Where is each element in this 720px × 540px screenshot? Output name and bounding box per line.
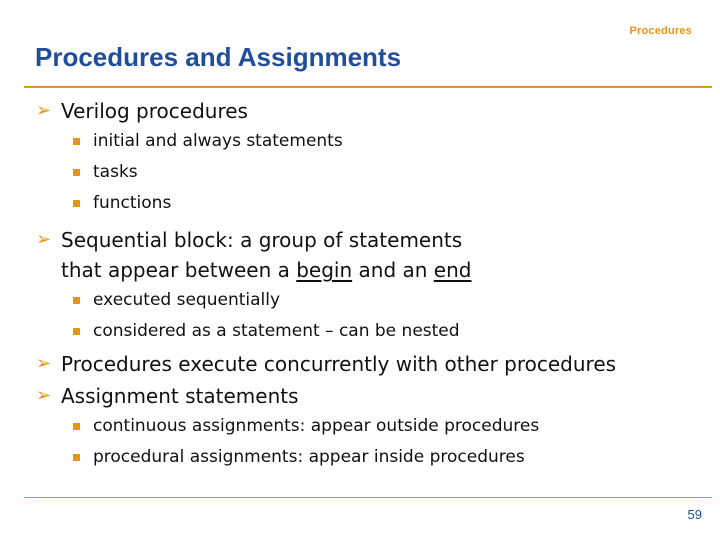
title-divider — [24, 86, 712, 88]
square-bullet-icon — [73, 169, 80, 176]
footer-divider — [24, 497, 712, 498]
keyword-begin: begin — [296, 258, 353, 282]
page-title: Procedures and Assignments — [35, 42, 402, 72]
bullet-text: Assignment statements — [61, 384, 299, 408]
bullet-text-line2-prefix: that appear between a — [61, 258, 297, 282]
arrow-bullet-icon: ➢ — [36, 353, 52, 374]
sub-bullet — [36, 316, 696, 347]
page-number: 59 — [687, 507, 702, 522]
arrow-bullet-icon: ➢ — [36, 100, 52, 121]
bullet-text-line1: Sequential block: a group of statements — [61, 228, 463, 252]
sub-bullet-text: executed sequentially — [93, 290, 281, 310]
sub-bullet — [36, 442, 696, 473]
bullet-text-line2-mid: and an — [352, 258, 434, 282]
sub-bullet-text: procedural assignments: appear inside procedures — [93, 447, 525, 467]
arrow-bullet-icon: ➢ — [36, 385, 52, 406]
square-bullet-icon — [73, 297, 80, 304]
slide-content — [36, 96, 696, 473]
square-bullet-icon — [73, 328, 80, 335]
arrow-bullet-icon: ➢ — [36, 229, 52, 250]
sub-bullet-text: considered as a statement – can be nested — [93, 321, 460, 341]
keyword-end: end — [433, 258, 472, 282]
sub-bullet — [36, 188, 696, 219]
sub-bullet-text: functions — [93, 193, 172, 213]
sub-bullet-text: continuous assignments: appear outside procedures — [93, 416, 540, 436]
bullet-verilog-procedures — [36, 96, 696, 126]
sub-bullet-text: tasks — [93, 162, 138, 182]
sub-bullet — [36, 126, 696, 157]
sub-bullet-text: initial and always statements — [93, 131, 343, 151]
square-bullet-icon — [73, 454, 80, 461]
header-section-tag: Procedures — [629, 25, 692, 37]
sub-bullet — [36, 157, 696, 188]
square-bullet-icon — [73, 138, 80, 145]
square-bullet-icon — [73, 200, 80, 207]
bullet-concurrent-procedures — [36, 349, 696, 379]
bullet-assignment-statements — [36, 381, 696, 411]
square-bullet-icon — [73, 423, 80, 430]
sub-bullet — [36, 285, 696, 316]
sub-bullet — [36, 411, 696, 442]
bullet-text: Verilog procedures — [61, 99, 248, 123]
bullet-text: Procedures execute concurrently with other procedures — [61, 352, 617, 376]
bullet-sequential-block — [36, 225, 696, 285]
